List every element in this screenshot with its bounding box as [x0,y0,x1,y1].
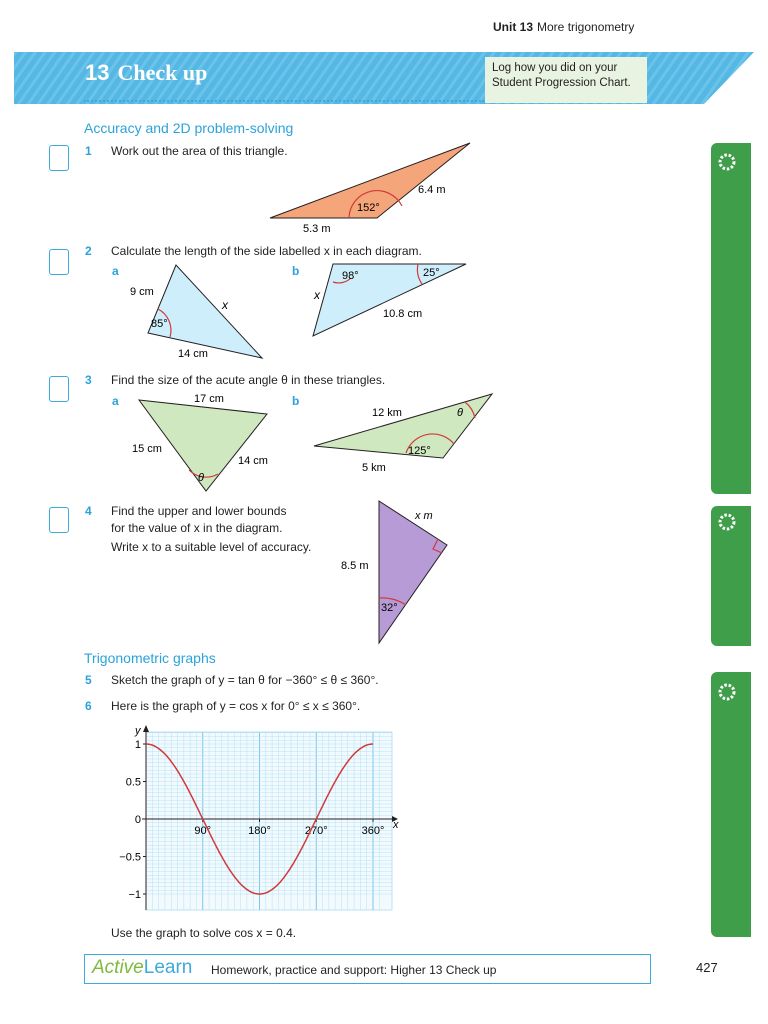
svg-text:15 cm: 15 cm [132,443,162,455]
y-tick-label: −0.5 [119,851,141,864]
triangle-q2b [310,260,470,340]
triangle-q3a [128,390,273,495]
svg-text:14 cm: 14 cm [178,348,208,360]
sub-label: b [292,394,300,408]
progress-dial-icon [717,682,737,702]
triangle-q2a [125,262,270,362]
y-tick-label: 0.5 [125,776,141,789]
x-tick-label: 90° [194,825,212,837]
triangle-q3b [310,390,495,475]
question-number: 5 [85,673,92,687]
y-axis-arrow [143,725,149,732]
question-text: Find the upper and lower bounds [111,504,287,518]
question-text: Calculate the length of the side labelled x in each diagram. [111,244,422,258]
svg-text:14 cm: 14 cm [238,455,268,467]
progress-dial-icon [717,152,737,172]
triangle-q4 [340,495,455,650]
cosine-chart [110,720,400,920]
x-tick-label: 270° [304,825,328,837]
svg-text:9 cm: 9 cm [130,286,154,298]
section-title-graphs: Trigonometric graphs [84,650,216,666]
progress-dial-icon [717,512,737,532]
question-text: Write x to a suitable level of accuracy. [111,540,312,554]
question-number: 6 [85,699,92,713]
progress-note: Log how you did on your Student Progression Chart. [485,57,647,103]
sub-label: a [112,264,119,278]
svg-text:85°: 85° [151,318,168,330]
section-title-accuracy: Accuracy and 2D problem-solving [84,120,294,136]
side-label: 5.3 m [303,223,331,235]
angle-label: 152° [357,202,380,214]
calculator-icon [49,145,69,171]
question-number: 3 [85,373,92,387]
page-number: 427 [696,960,718,975]
side-label: 6.4 m [418,184,446,196]
question-number: 1 [85,144,92,158]
svg-text:θ: θ [198,472,204,484]
sub-label: b [292,264,300,278]
svg-text:98°: 98° [342,270,359,282]
sub-label: a [112,394,119,408]
question-text: Sketch the graph of y = tan θ for −360° ≤ θ ≤ 360°. [111,673,379,687]
x-tick-label: 180° [248,825,271,837]
y-axis-label: y [135,725,141,737]
x-tick-label: 360° [361,825,385,837]
progress-bar [711,672,751,937]
page-title: 13 Check up [85,60,208,85]
question-text: Here is the graph of y = cos x for 0° ≤ x ≤ 360°. [111,699,361,713]
y-tick-label: 0 [134,814,141,826]
grid-background [146,732,392,910]
svg-text:25°: 25° [423,267,440,279]
svg-text:θ: θ [457,407,463,419]
calculator-icon [49,376,69,402]
activelearn-logo: ActiveLearn [92,957,193,978]
svg-text:8.5 m: 8.5 m [341,560,369,572]
question-text: Work out the area of this triangle. [111,144,288,158]
x-axis-label: x [393,819,399,831]
calculator-icon [49,249,69,275]
unit-header: Unit 13 More trigonometry [493,20,635,34]
svg-text:5 km: 5 km [362,462,386,474]
svg-text:10.8 cm: 10.8 cm [383,308,423,320]
svg-text:x m: x m [415,510,433,522]
question-text: for the value of x in the diagram. [111,521,283,535]
svg-text:x: x [222,298,228,312]
calculator-icon [49,507,69,533]
footer-link[interactable]: Homework, practice and support: Higher 13 Check up [211,963,497,977]
svg-text:125°: 125° [408,445,431,457]
triangle-q1 [265,140,475,235]
svg-text:12 km: 12 km [372,407,402,419]
question-text: Use the graph to solve cos x = 0.4. [111,926,297,940]
svg-text:32°: 32° [381,602,398,614]
svg-text:x: x [314,288,320,302]
question-number: 2 [85,244,92,258]
question-text: Find the size of the acute angle θ in these triangles. [111,373,386,387]
y-tick-label: 1 [134,739,141,751]
question-number: 4 [85,504,92,518]
progress-bar [711,143,751,494]
y-tick-label: −1 [128,889,141,901]
svg-text:17 cm: 17 cm [194,393,224,405]
divider [84,100,484,102]
